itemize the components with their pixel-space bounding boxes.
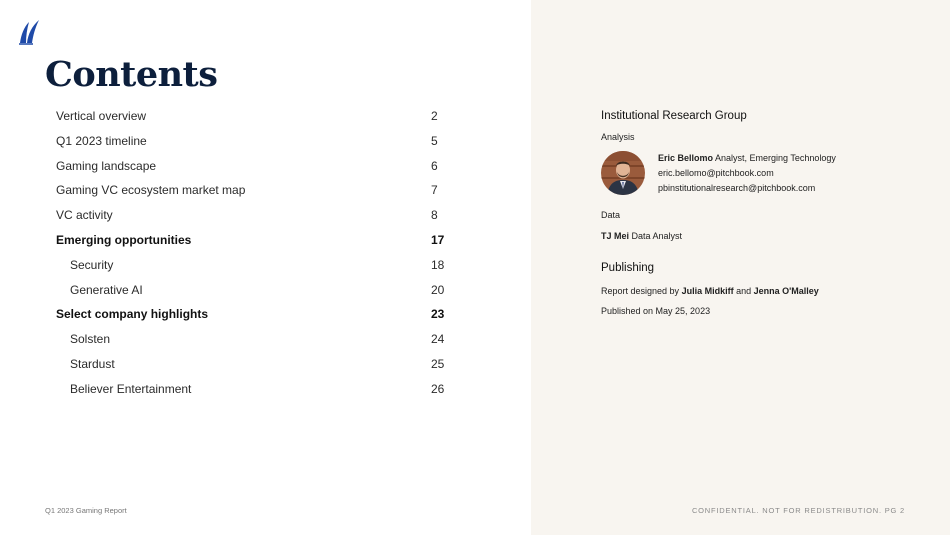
toc-item-label: Generative AI	[70, 282, 143, 297]
toc-item-page: 20	[431, 282, 445, 297]
toc-item[interactable]	[56, 104, 446, 129]
table-of-contents	[56, 104, 446, 402]
toc-item-label: Vertical overview	[56, 109, 147, 123]
toc-item[interactable]	[56, 253, 446, 278]
toc-item[interactable]	[56, 377, 446, 402]
toc-item-label: Believer Entertainment	[70, 381, 192, 396]
toc-item-page: 7	[431, 183, 438, 198]
data-analyst-name: TJ Mei	[601, 231, 630, 241]
toc-item-label: Security	[70, 257, 114, 272]
analyst-name: Eric Bellomo	[658, 153, 714, 163]
data-analyst-title: Data Analyst	[629, 231, 683, 241]
analyst-photo-icon	[601, 151, 645, 195]
toc-item[interactable]	[56, 203, 446, 228]
toc-item[interactable]	[56, 228, 446, 253]
data-label: Data	[601, 210, 621, 220]
page-title: Contents	[45, 54, 218, 95]
toc-item-label: Gaming landscape	[56, 158, 157, 173]
toc-item[interactable]	[56, 302, 446, 327]
toc-item-label: Stardust	[70, 356, 115, 371]
research-group-heading: Institutional Research Group	[601, 110, 747, 122]
toc-item-page: 26	[431, 381, 445, 396]
data-analyst-line	[601, 231, 682, 241]
toc-item-label: Q1 2023 timeline	[56, 133, 147, 148]
analysis-label: Analysis	[601, 132, 635, 142]
group-email-link[interactable]: pbinstitutionalresearch@pitchbook.com	[658, 183, 816, 193]
toc-item-page: 6	[431, 158, 438, 173]
toc-item-page: 8	[431, 208, 438, 223]
designer-1: Julia Midkiff	[681, 286, 734, 296]
toc-item-page: 25	[431, 356, 445, 371]
publishing-heading: Publishing	[601, 262, 655, 274]
toc-item[interactable]	[56, 327, 446, 352]
toc-item-label: VC activity	[56, 208, 113, 223]
toc-item[interactable]	[56, 278, 446, 303]
analyst-email-link[interactable]: eric.bellomo@pitchbook.com	[658, 168, 774, 178]
analyst-avatar	[601, 151, 645, 195]
footer-confidential: CONFIDENTIAL. NOT FOR REDISTRIBUTION. PG 2	[691, 506, 905, 515]
analyst-title: Analyst, Emerging Technology	[713, 153, 836, 163]
toc-item[interactable]	[56, 129, 446, 154]
toc-item-label: Emerging opportunities	[56, 232, 192, 247]
toc-item[interactable]	[56, 154, 446, 179]
toc-item[interactable]	[56, 178, 446, 203]
toc-item-page: 23	[431, 307, 445, 322]
toc-item[interactable]	[56, 352, 446, 377]
designed-by-line	[601, 286, 819, 296]
designed-prefix: Report designed by	[601, 286, 682, 296]
right-panel	[531, 0, 950, 535]
toc-item-label: Solsten	[70, 332, 111, 347]
toc-item-label: Select company highlights	[56, 307, 209, 322]
footer-report-title: Q1 2023 Gaming Report	[45, 506, 127, 515]
designer-2: Jenna O'Malley	[753, 286, 819, 296]
toc-item-page: 2	[431, 109, 438, 123]
designed-and: and	[733, 286, 754, 296]
toc-item-page: 17	[431, 232, 445, 247]
pitchbook-logo-icon	[18, 19, 40, 45]
toc-item-page: 24	[431, 332, 445, 347]
published-date: Published on May 25, 2023	[601, 306, 711, 316]
toc-item-page: 5	[431, 133, 438, 148]
toc-item-page: 18	[431, 257, 445, 272]
analyst-line	[658, 153, 836, 163]
toc-item-label: Gaming VC ecosystem market map	[56, 183, 246, 198]
